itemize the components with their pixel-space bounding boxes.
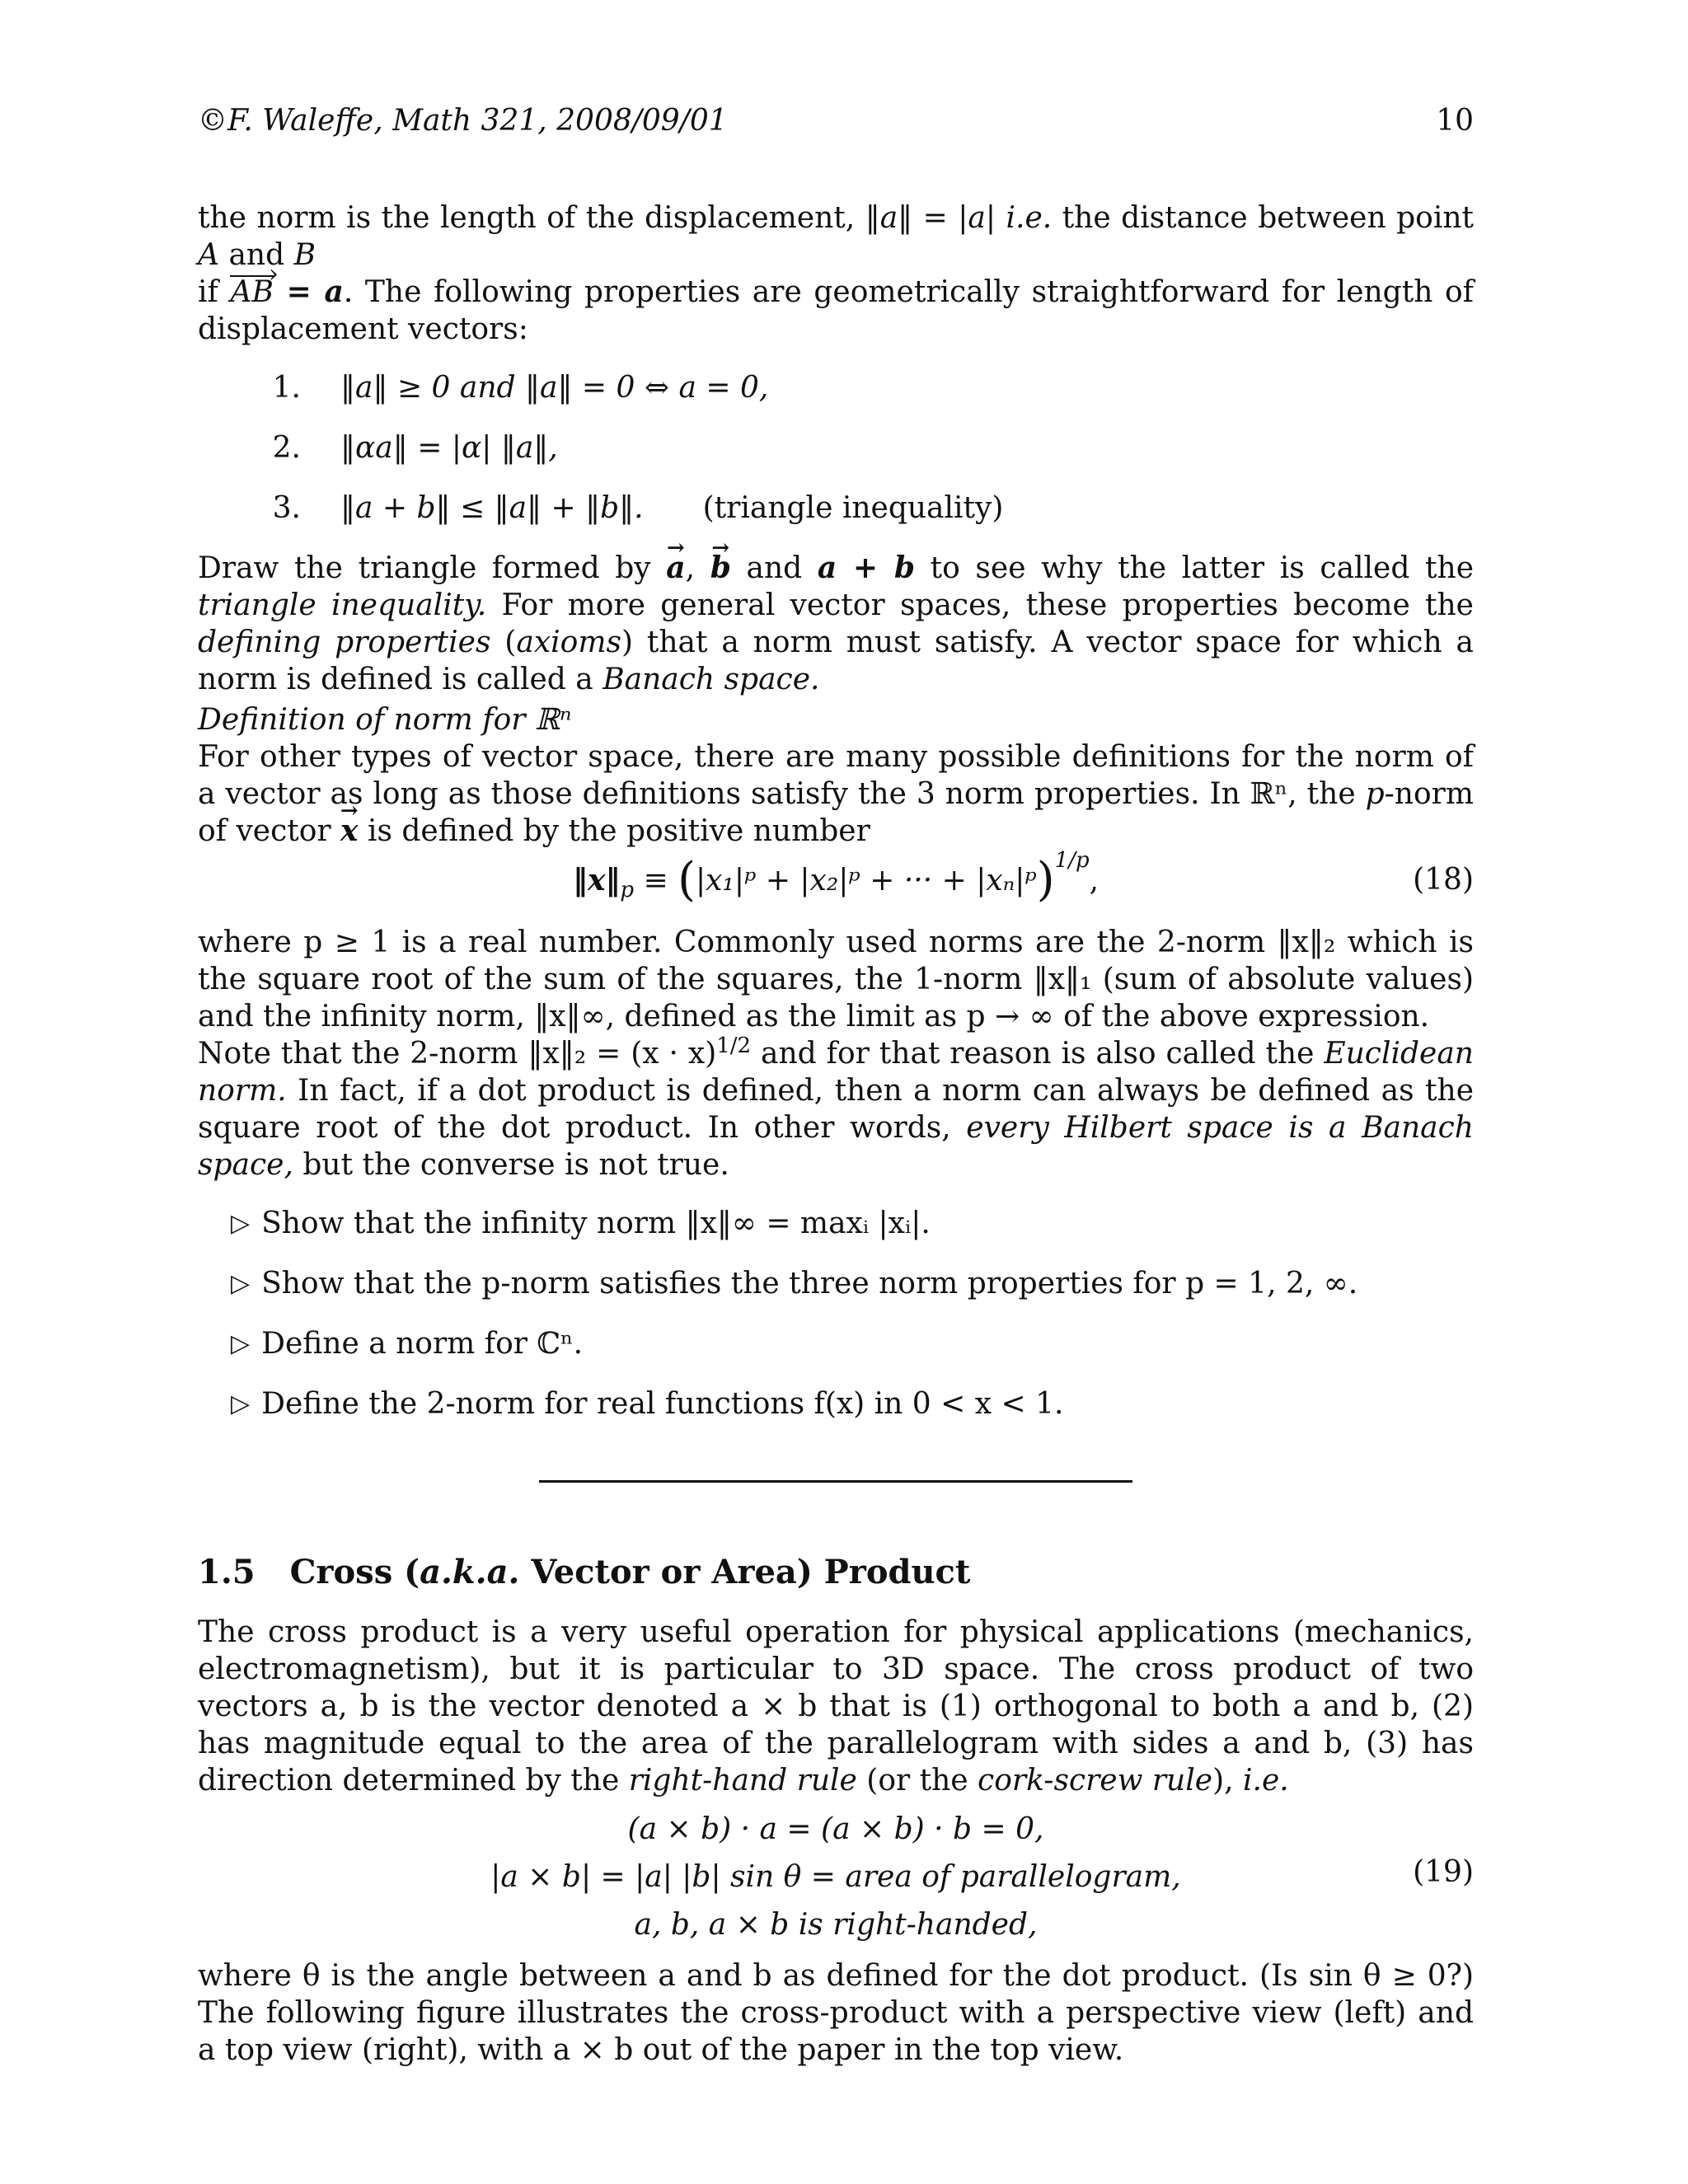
text: and xyxy=(219,238,294,272)
text: to see why the latter is called the xyxy=(915,551,1475,585)
equation-19-line-1: (a × b) · a = (a × b) · b = 0, xyxy=(627,1812,1044,1846)
paragraph-common-norms: where p ≥ 1 is a real number. Commonly used norms are the 2-norm ‖x‖₂ which is the square root of the sum of the squares, the 1-norm ‖x‖₁ (sum of absolute values) and the infinity norm, ‖x‖∞, defined as the limit as p → ∞ of the above expression. xyxy=(198,926,1474,1033)
text: -norm of vector xyxy=(198,777,1474,848)
eq-exponent: 1/p xyxy=(1054,847,1090,873)
term-hilbert-banach: every Hilbert space is a Banach space, xyxy=(198,1111,1474,1182)
section-divider xyxy=(539,1480,1132,1483)
equation-19 xyxy=(198,1806,1474,1949)
text: ) that a norm must satisfy. A vector space for which a norm is defined is called a xyxy=(198,626,1474,696)
exercise-text: Define a norm for ℂⁿ. xyxy=(261,1327,584,1361)
exercise-item xyxy=(231,1325,1474,1362)
paragraph-norm-length xyxy=(198,199,1474,348)
text: For other types of vector space, there are many possible definitions for the norm of a vector as long as those definitions satisfy the 3 norm properties. In ℝⁿ, the xyxy=(198,740,1474,811)
term-euclidean-norm: Euclidean norm. xyxy=(198,1037,1474,1108)
text: The cross product is a very useful operation for physical applications (mechanics, electromagnetism), but it is particular to 3D space. The cross product of two vectors a, b is the vector denoted a × b that is (1) orthogonal to both a and b, (2) has magnitude equal to the area of the parallelogram with sides a and b, (3) has direction determined by the xyxy=(198,1615,1474,1797)
equation-18 xyxy=(198,847,1474,909)
property-formula: ‖αa‖ = |α| ‖a‖, xyxy=(340,431,558,465)
list-number: 2. xyxy=(272,431,301,465)
paragraph-cross-product-figure: where θ is the angle between a and b as defined for the dot product. (Is sin θ ≥ 0?) The following figure illustrates the cross-product with a perspective view (left) and a top view (right), with a × b out of the paper in the top view. xyxy=(198,1959,1474,2067)
definition-heading: Definition of norm for ℝⁿ xyxy=(198,703,572,737)
triangle-marker-icon: ▷ xyxy=(231,1269,251,1298)
text: if xyxy=(198,275,231,309)
list-number: 3. xyxy=(272,491,301,525)
math-vector-x: → x xyxy=(340,813,358,850)
text: ( xyxy=(490,626,517,659)
triangle-marker-icon: ▷ xyxy=(231,1329,251,1358)
exercise-text: Show that the p-norm satisfies the three norm properties for p = 1, 2, ∞. xyxy=(261,1267,1358,1301)
text-ie: i.e. xyxy=(996,201,1053,235)
math-vector-b: → b xyxy=(710,550,731,587)
paragraph-triangle-inequality xyxy=(198,550,1474,698)
text: Draw the triangle formed by xyxy=(198,551,667,585)
math-norm-equals-abs: ‖a‖ = |a| xyxy=(865,201,996,235)
equation-number: (18) xyxy=(1413,862,1474,897)
text: For more general vector spaces, these properties become the xyxy=(486,588,1474,622)
page-number: 10 xyxy=(1436,104,1474,138)
paragraph-p-norm xyxy=(198,738,1474,850)
text: but the converse is not true. xyxy=(293,1148,729,1182)
exercise-item xyxy=(231,1385,1474,1422)
text: (or the xyxy=(856,1764,978,1797)
term-defining-properties: defining properties xyxy=(198,626,491,659)
text: and for that reason is also called the xyxy=(751,1037,1325,1071)
text: , xyxy=(685,551,710,585)
math-point-b: B xyxy=(293,238,316,272)
text: is defined by the positive number xyxy=(358,814,870,848)
page-body xyxy=(198,199,1474,2069)
paragraph-euclidean-norm xyxy=(198,1035,1474,1183)
eq-equiv: ≡ xyxy=(634,863,678,898)
section-title: Cross ( xyxy=(289,1553,420,1591)
exercise-item xyxy=(231,1265,1474,1302)
norm-property xyxy=(198,490,1474,527)
text: Note that the 2-norm ‖x‖₂ = (x · x) xyxy=(198,1037,717,1071)
exercise-text: Define the 2-norm for real functions f(x) in 0 < x < 1. xyxy=(261,1387,1064,1421)
text-ie: i.e. xyxy=(1243,1764,1289,1797)
right-paren: ) xyxy=(1036,852,1055,907)
property-note: (triangle inequality) xyxy=(702,491,1004,525)
math-vector-a: = a xyxy=(273,274,344,309)
equation-18-body xyxy=(572,847,1100,907)
math-vector-a: → a xyxy=(666,550,685,587)
section-title-aka: a.k.a. xyxy=(420,1553,520,1591)
exercise-text: Show that the infinity norm ‖x‖∞ = maxᵢ |xᵢ|. xyxy=(261,1207,931,1240)
triangle-marker-icon: ▷ xyxy=(231,1209,251,1238)
math-vector-sum: a + b xyxy=(817,551,915,585)
term-cork-screw-rule: cork-screw rule xyxy=(978,1764,1213,1797)
exercise-item xyxy=(231,1205,1474,1242)
norm-property xyxy=(198,369,1474,406)
math-p: p xyxy=(1365,777,1385,811)
math-point-a: A xyxy=(198,238,219,272)
text: and xyxy=(730,551,818,585)
eq-comma: , xyxy=(1089,863,1100,898)
running-header xyxy=(198,102,1474,139)
eq-inner-sum: |x₁|ᵖ + |x₂|ᵖ + ··· + |xₙ|ᵖ xyxy=(695,863,1037,898)
equation-number: (19) xyxy=(1413,1855,1474,1889)
term-triangle-inequality: triangle inequality. xyxy=(198,588,487,622)
math-exponent: 1/2 xyxy=(716,1033,752,1058)
text: the norm is the length of the displacement, xyxy=(198,201,865,235)
header-author: ©F. Waleffe, Math 321, 2008/09/01 xyxy=(198,104,728,138)
equation-19-line-3: a, b, a × b is right-handed, xyxy=(634,1908,1038,1942)
math-displacement-ab: AB › xyxy=(230,274,273,311)
eq-lhs-subscript: p xyxy=(620,877,635,902)
section-number: 1.5 xyxy=(198,1553,256,1591)
text: the distance between point xyxy=(1052,201,1474,235)
list-number: 1. xyxy=(272,371,301,405)
property-formula: ‖a‖ ≥ 0 and ‖a‖ = 0 ⇔ a = 0, xyxy=(340,371,769,405)
exercise-list xyxy=(231,1205,1474,1422)
property-formula: ‖a + b‖ ≤ ‖a‖ + ‖b‖. xyxy=(340,491,644,525)
norm-property xyxy=(198,429,1474,466)
section-heading xyxy=(198,1554,1474,1591)
text: . The following properties are geometrically straightforward for length of displacement vectors: xyxy=(198,275,1475,346)
norm-properties-list xyxy=(198,369,1474,527)
triangle-marker-icon: ▷ xyxy=(231,1390,251,1418)
text: In fact, if a dot product is defined, then a norm can always be defined as the square root of the dot product. In other words, xyxy=(198,1074,1474,1145)
term-right-hand-rule: right-hand rule xyxy=(628,1764,857,1797)
eq-lhs: ‖x‖ xyxy=(572,862,621,898)
section-title: Vector or Area) Product xyxy=(519,1553,971,1591)
left-paren: ( xyxy=(678,852,696,907)
paragraph-cross-product xyxy=(198,1614,1474,1799)
term-axioms: axioms xyxy=(516,626,621,659)
equation-19-line-2: |a × b| = |a| |b| sin θ = area of parallelogram, xyxy=(490,1860,1181,1894)
text: ), xyxy=(1212,1764,1243,1797)
term-banach-space: Banach space. xyxy=(603,663,820,696)
